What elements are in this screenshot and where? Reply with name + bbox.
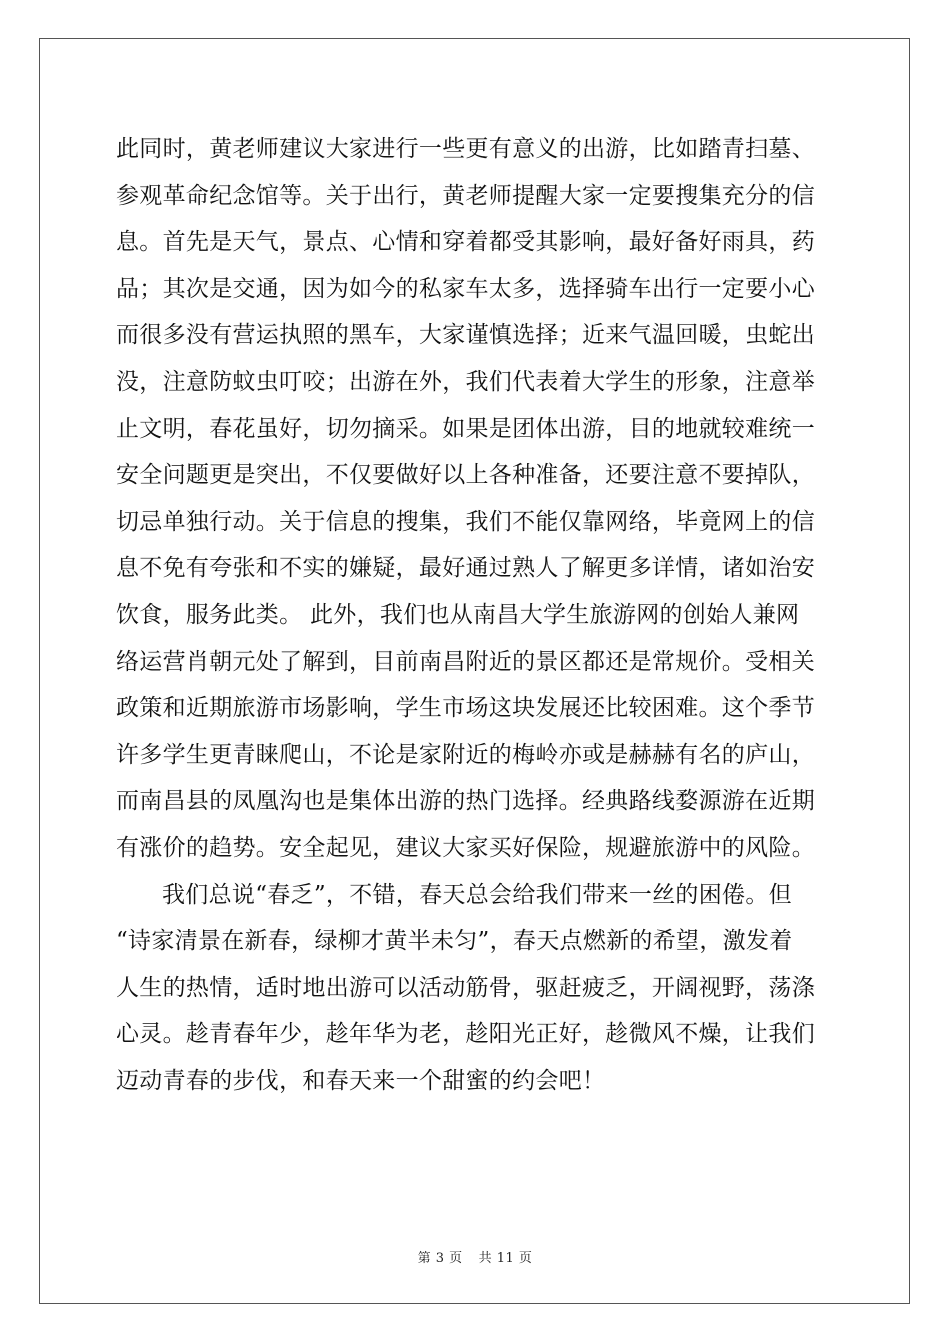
text-line: 息。首先是天气，景点、心情和穿着都受其影响，最好备好雨具，药 bbox=[116, 229, 815, 256]
text-line: 止文明，春花虽好，切勿摘采。如果是团体出游，目的地就较难统一 bbox=[116, 415, 815, 442]
text-line: 切忌单独行动。关于信息的搜集，我们不能仅靠网络，毕竟网上的信 bbox=[116, 508, 815, 535]
paragraph-start-line: 我们总说“春乏”，不错，春天总会给我们带来一丝的困倦。但 bbox=[162, 881, 792, 908]
text-line: 而南昌县的凤凰沟也是集体出游的热门选择。经典路线婺源游在近期 bbox=[116, 788, 815, 815]
total-pages: 共 11 页 bbox=[478, 1251, 533, 1266]
text-line: 人生的热情，适时地出游可以活动筋骨，驱赶疲乏，开阔视野，荡涤 bbox=[116, 974, 815, 1001]
text-line: 而很多没有营运执照的黑车，大家谨慎选择；近来气温回暖，虫蛇出 bbox=[116, 322, 815, 349]
text-line: 迈动青春的步伐，和春天来一个甜蜜的约会吧！ bbox=[116, 1067, 606, 1094]
page-footer bbox=[0, 1247, 950, 1266]
text-line: 息不免有夸张和不实的嫌疑，最好通过熟人了解更多详情，诸如治安 bbox=[116, 555, 815, 582]
text-line: 络运营肖朝元处了解到，目前南昌附近的景区都还是常规价。受相关 bbox=[116, 648, 815, 675]
text-line: 饮食，服务此类。 此外，我们也从南昌大学生旅游网的创始人兼网 bbox=[116, 601, 800, 628]
text-line: 有涨价的趋势。安全起见，建议大家买好保险，规避旅游中的风险。 bbox=[116, 834, 815, 861]
text-line: 参观革命纪念馆等。关于出行，黄老师提醒大家一定要搜集充分的信 bbox=[116, 182, 815, 209]
text-line: 安全问题更是突出，不仅要做好以上各种准备，还要注意不要掉队， bbox=[116, 462, 815, 489]
text-line: 心灵。趁青春年少，趁年华为老，趁阳光正好，趁微风不燥，让我们 bbox=[116, 1021, 815, 1048]
text-line: 许多学生更青睐爬山，不论是家附近的梅岭亦或是赫赫有名的庐山， bbox=[116, 741, 815, 768]
text-line: 品；其次是交通，因为如今的私家车太多，选择骑车出行一定要小心 bbox=[116, 275, 815, 302]
text-line: 政策和近期旅游市场影响，学生市场这块发展还比较困难。这个季节 bbox=[116, 695, 815, 722]
text-line: 没，注意防蚊虫叮咬；出游在外，我们代表着大学生的形象，注意举 bbox=[116, 368, 815, 395]
document-body bbox=[116, 126, 836, 1104]
text-line: “诗家清景在新春，绿柳才黄半未匀”，春天点燃新的希望，激发着 bbox=[116, 928, 793, 955]
text-line: 此同时，黄老师建议大家进行一些更有意义的出游，比如踏青扫墓、 bbox=[116, 136, 815, 162]
page-number: 第 3 页 bbox=[417, 1251, 463, 1266]
